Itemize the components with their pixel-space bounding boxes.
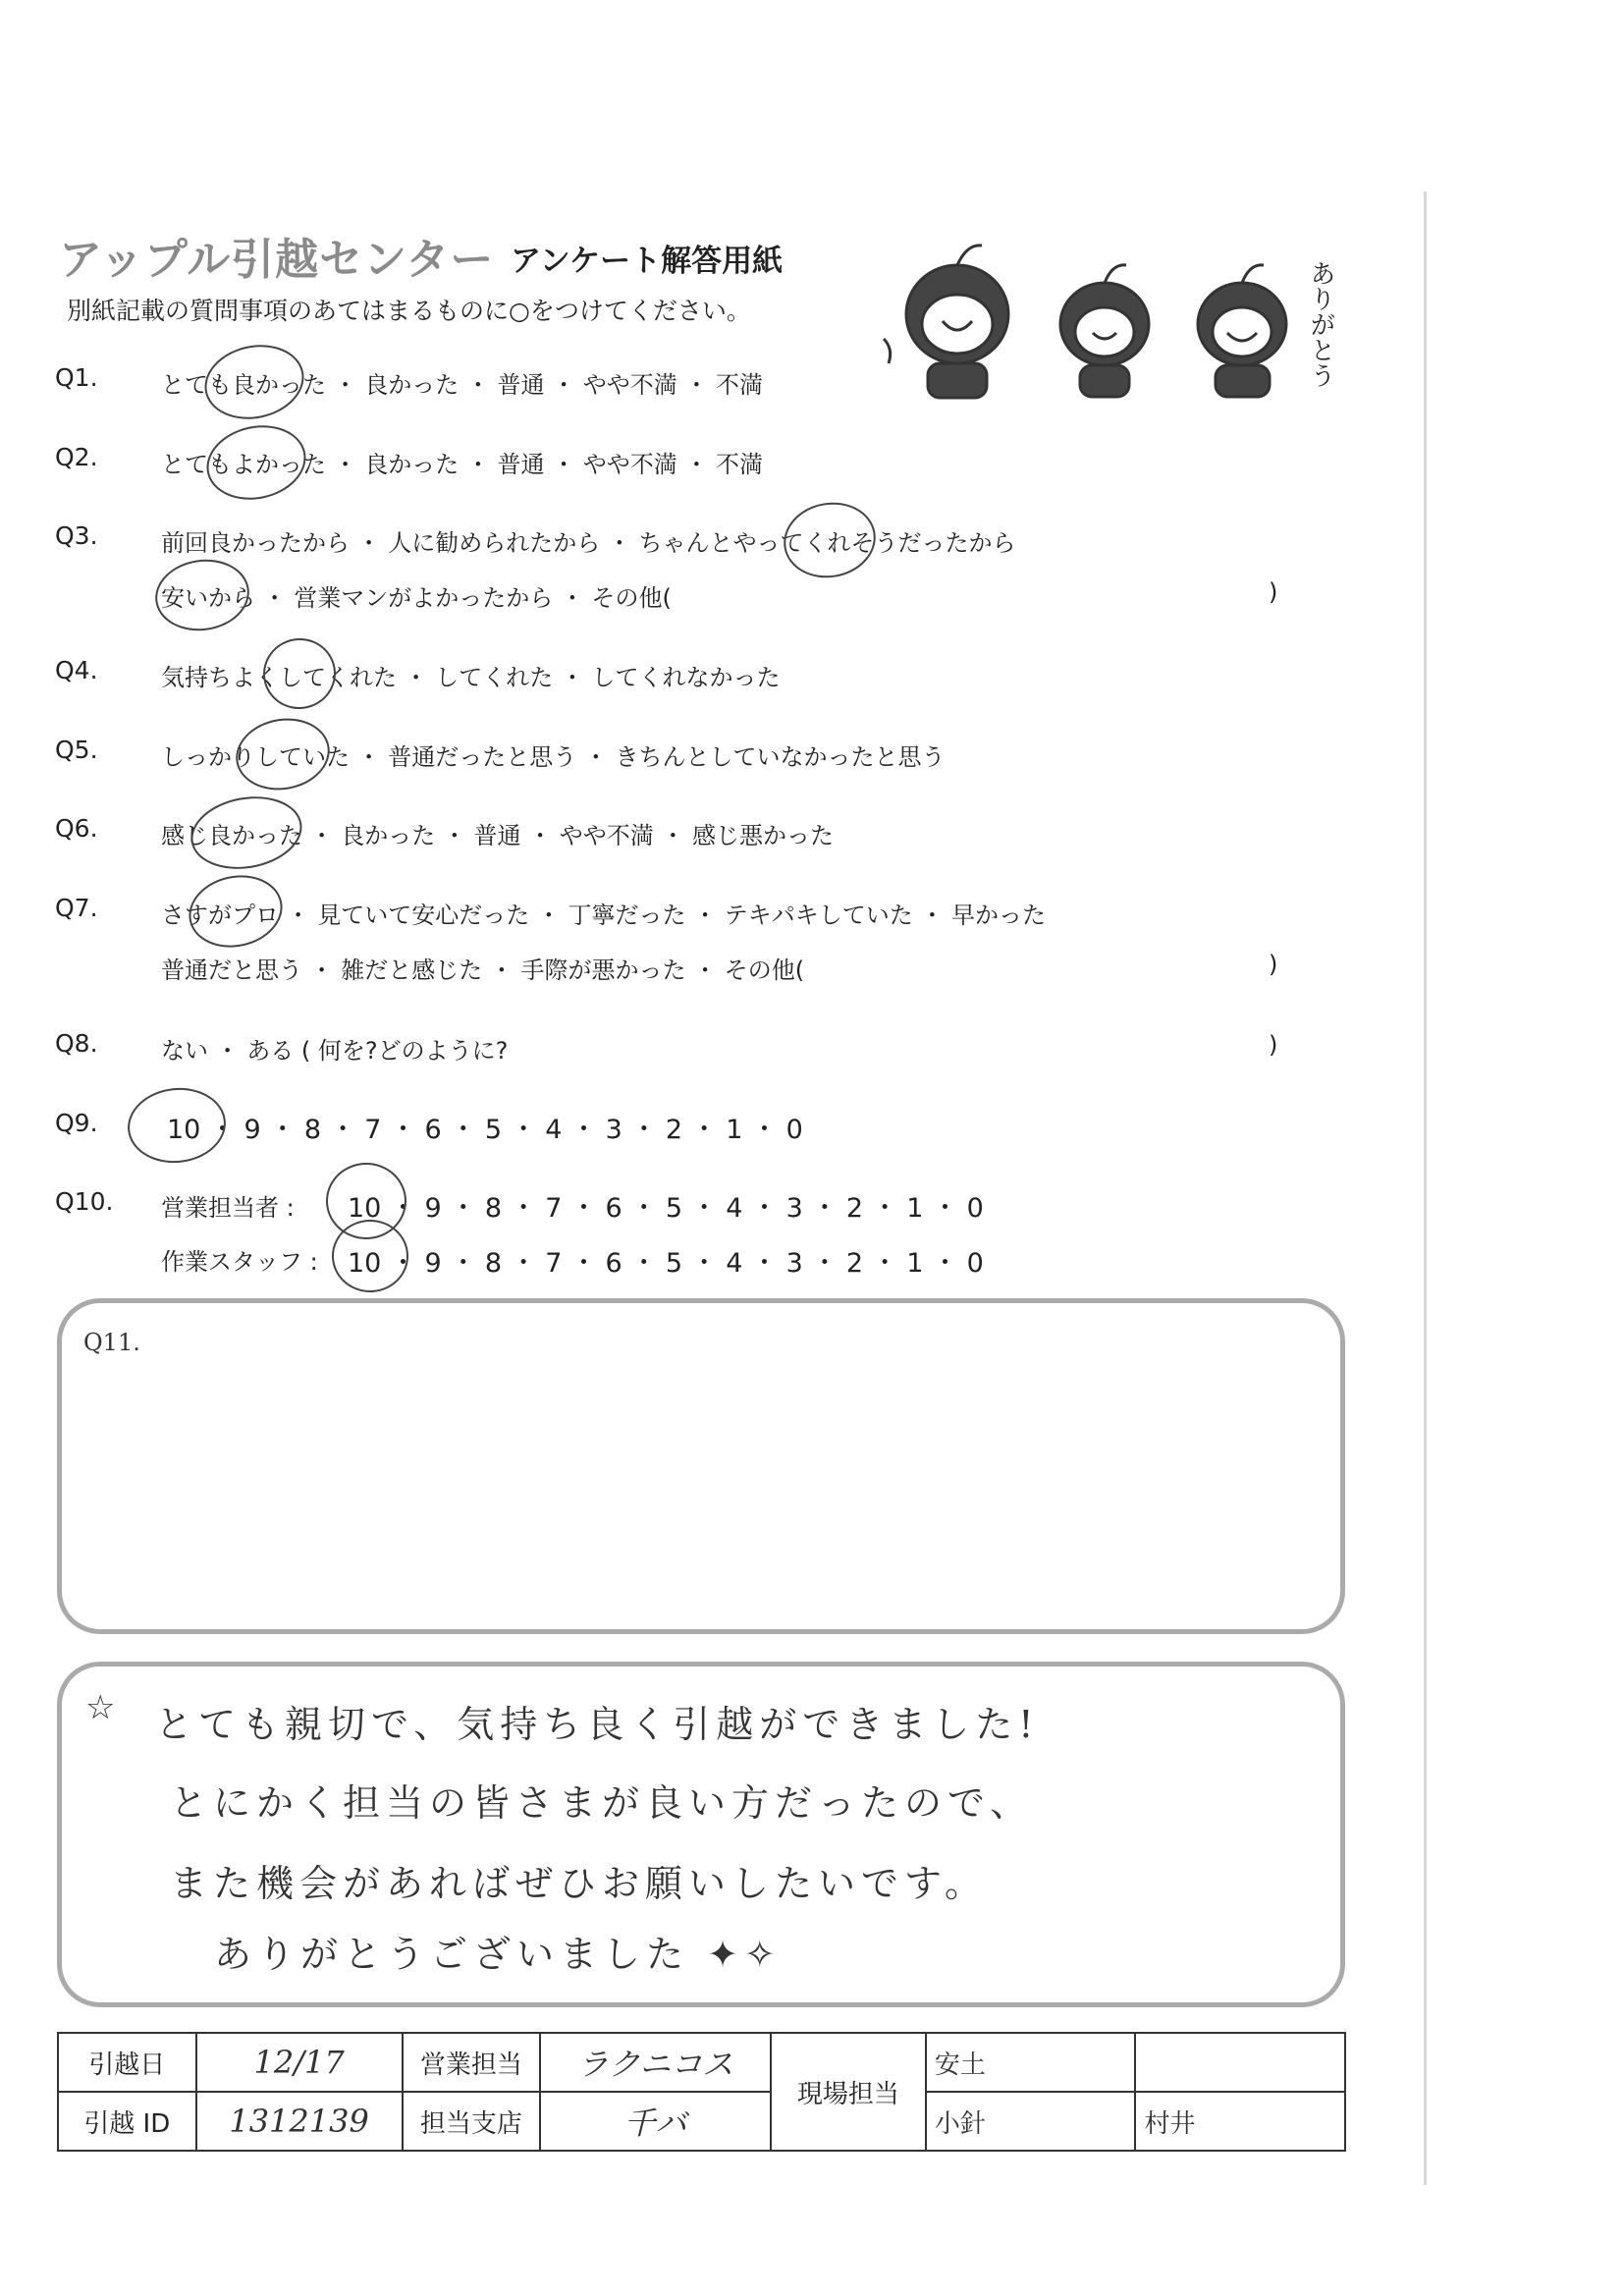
site-staff-2: [1135, 2033, 1345, 2092]
branch-value: 千バ: [540, 2092, 771, 2151]
q3-close-paren: ): [1269, 578, 1278, 606]
q10-sales-label: 営業担当者 :: [161, 1194, 295, 1222]
q6-selection-circle: [186, 789, 308, 878]
mascot-caption: ありがとう: [1306, 260, 1335, 388]
branch-label: 担当支店: [403, 2092, 541, 2151]
q7-label: Q7.: [55, 894, 98, 922]
site-staff-1: 安土: [926, 2033, 1136, 2092]
mascot-illustration: [864, 231, 1335, 403]
q5-label: Q5.: [55, 736, 98, 764]
q11-comment-box[interactable]: [57, 1298, 1345, 1634]
q7-selection-circle: [183, 867, 290, 956]
site-staff-label: 現場担当: [771, 2033, 926, 2151]
q2-options[interactable]: とてもよかった ・ 良かった ・ 普通 ・ やや不満 ・ 不満: [161, 451, 764, 478]
q3-options-line1[interactable]: 前回良かったから ・ 人に勧められたから ・ ちゃんとやってくれそうだったから: [161, 529, 1016, 557]
comment-line-2: とにかく担当の皆さまが良い方だったので、: [170, 1781, 1034, 1825]
form-title: アンケート解答用紙: [511, 244, 784, 279]
instructions-text: 別紙記載の質問事項のあてはまるものに○をつけてください。: [67, 297, 751, 325]
q6-label: Q6.: [55, 814, 98, 843]
move-date-label: 引越日: [58, 2033, 196, 2092]
comment-line-3: また機会があればぜひお願いしたいです。: [170, 1862, 988, 1905]
q2-label: Q2.: [55, 443, 98, 471]
q1-options[interactable]: とても良かった ・ 良かった ・ 普通 ・ やや不満 ・ 不満: [161, 371, 764, 399]
q5-selection-circle: [230, 711, 335, 797]
q7-options-line1[interactable]: さすがプロ ・ 見ていて安心だった ・ 丁寧だった ・ テキパキしていた ・ 早かった: [161, 902, 1047, 929]
q3-options-line2[interactable]: 安いから ・ 営業マンがよかったから ・ その他(: [161, 584, 672, 612]
q8-options[interactable]: ない ・ ある ( 何を?どのように?: [161, 1037, 509, 1065]
q1-selection-circle: [197, 336, 310, 428]
q1-label: Q1.: [55, 363, 98, 392]
q2-selection-circle: [199, 416, 312, 509]
q9-selection-circle: [124, 1083, 229, 1168]
q10-sales-scale[interactable]: 10 ・ 9 ・ 8 ・ 7 ・ 6 ・ 5 ・ 4 ・ 3 ・ 2 ・ 1 ・ 0: [348, 1193, 984, 1224]
comment-line-1: とても親切で、気持ち良く引越ができました!: [155, 1703, 1040, 1746]
handwritten-comment-box[interactable]: [57, 1662, 1345, 2007]
comment-line-4: ありがとうございました ✦✧: [214, 1933, 782, 1976]
q4-label: Q4.: [55, 656, 98, 684]
q10-staff-label: 作業スタッフ :: [161, 1248, 318, 1276]
q6-options[interactable]: 感じ良かった ・ 良かった ・ 普通 ・ やや不満 ・ 感じ悪かった: [161, 822, 835, 849]
q10-label: Q10.: [55, 1187, 114, 1216]
q4-selection-circle: [257, 632, 341, 715]
q5-options[interactable]: しっかりしていた ・ 普通だったと思う ・ きちんとしていなかったと思う: [161, 743, 946, 771]
star-icon: ☆: [85, 1688, 116, 1727]
q9-label: Q9.: [55, 1109, 98, 1137]
page-edge-shadow: [1424, 191, 1427, 2185]
site-staff-4: 村井: [1135, 2092, 1345, 2151]
move-date-value: 12/17: [196, 2033, 403, 2092]
q3-selection-circle: [778, 495, 882, 584]
sales-rep-value: ラクニコス: [540, 2033, 771, 2092]
move-info-table: [57, 2032, 1346, 2152]
q7-close-paren: ): [1269, 951, 1278, 978]
q8-close-paren: ): [1269, 1031, 1278, 1059]
q4-options[interactable]: 気持ちよくしてくれた ・ してくれた ・ してくれなかった: [161, 664, 781, 691]
q9-scale[interactable]: 10 ・ 9 ・ 8 ・ 7 ・ 6 ・ 5 ・ 4 ・ 3 ・ 2 ・ 1 ・ 0: [167, 1115, 803, 1145]
q3-selection-circle-2: [150, 554, 253, 637]
move-id-label: 引越 ID: [58, 2092, 196, 2151]
brand-logo: アップル引越センター: [59, 235, 495, 285]
sales-rep-label: 営業担当: [403, 2033, 541, 2092]
q10-staff-scale[interactable]: 10 ・ 9 ・ 8 ・ 7 ・ 6 ・ 5 ・ 4 ・ 3 ・ 2 ・ 1 ・ 0: [348, 1248, 984, 1279]
site-staff-3: 小針: [926, 2092, 1136, 2151]
q8-label: Q8.: [55, 1029, 98, 1058]
move-id-value: 1312139: [196, 2092, 403, 2151]
q10-staff-selection-circle: [332, 1220, 408, 1292]
q3-label: Q3.: [55, 521, 98, 550]
q11-label: Q11.: [83, 1329, 140, 1356]
q7-options-line2[interactable]: 普通だと思う ・ 雑だと感じた ・ 手際が悪かった ・ その他(: [161, 957, 805, 984]
